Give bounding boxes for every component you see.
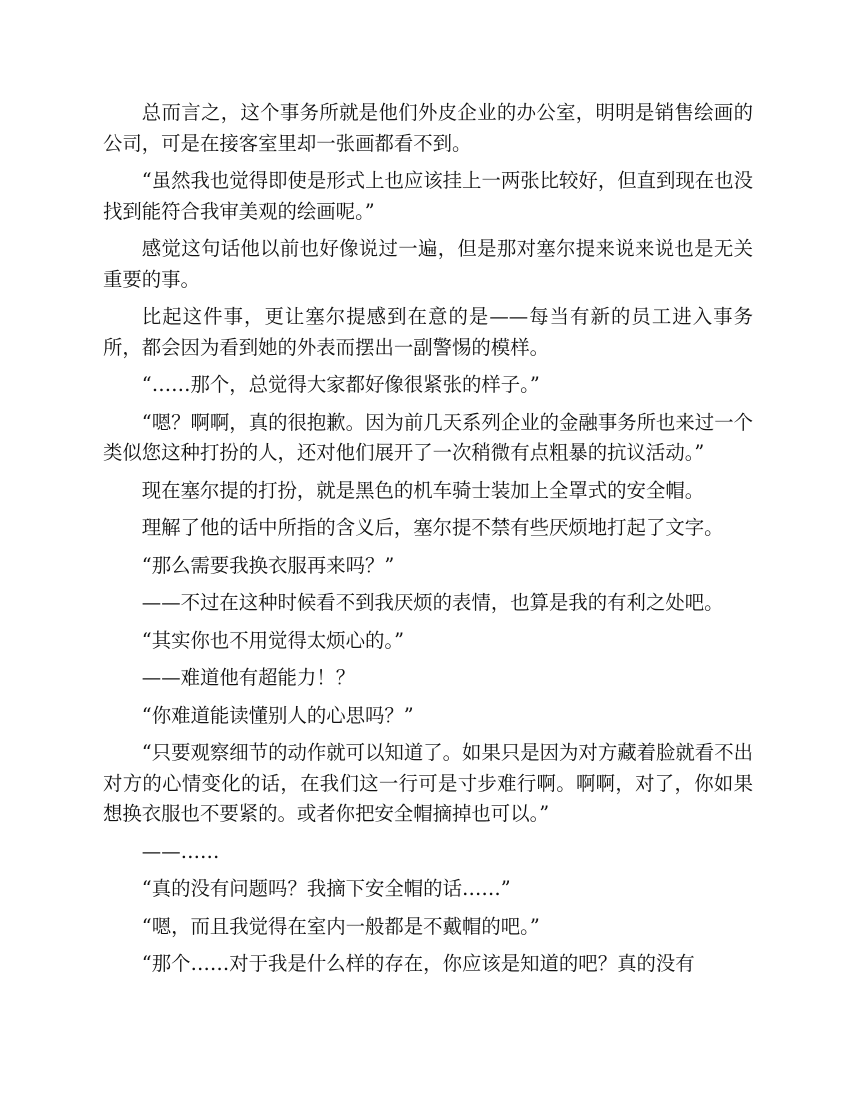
paragraph: 现在塞尔提的打扮，就是黑色的机车骑士装加上全罩式的安全帽。 [141,478,705,502]
paragraph: “真的没有问题吗？我摘下安全帽的话……” [141,877,511,900]
paragraph: 总而言之，这个事务所就是他们外皮企业的办公室，明明是销售绘画的公司，可是在接客室里却一张画都看不到。 [103,101,753,155]
paragraph: 感觉这句话他以前也好像说过一遍，但是那对塞尔提来说来说也是无关重要的事。 [103,237,753,291]
document-page [103,98,753,987]
paragraph: “其实你也不用觉得太烦心的。” [141,628,405,652]
paragraph: “虽然我也觉得即使是形式上也应该挂上一两张比较好，但直到现在也没找到能符合我审美观的绘画呢。” [103,169,753,223]
paragraph: “嗯，而且我觉得在室内一般都是不戴帽的吧。” [141,914,540,938]
paragraph: “只要观察细节的动作就可以知道了。如果只是因为对方藏着脸就看不出对方的心情变化的话，在我们这一行可是寸步难行啊。啊啊，对了，你如果想换衣服也不要紧的。或者你把安全帽摘掉也可以。” [103,741,753,825]
paragraph: “你难道能读懂别人的心思吗？” [141,703,414,727]
paragraph: “嗯？啊啊，真的很抱歉。因为前几天系列企业的金融事务所也来过一个类似您这种打扮的人，还对他们展开了一次稍微有点粗暴的抗议活动。” [103,410,753,464]
paragraph: 比起这件事，更让塞尔提感到在意的是——每当有新的员工进入事务所，都会因为看到她的外表而摆出一副警惕的模样。 [103,305,753,359]
paragraph: “那个……对于我是什么样的存在，你应该是知道的吧？真的没有 [141,952,695,975]
paragraph: ——难道他有超能力！？ [141,666,356,689]
paragraph: “……那个，总觉得大家都好像很紧张的样子。” [141,373,540,396]
paragraph: ——不过在这种时候看不到我厌烦的表情，也算是我的有利之处吧。 [141,591,724,614]
paragraph: “那么需要我换衣服再来吗？” [141,553,395,577]
paragraph: ——…… [141,839,220,863]
paragraph: 理解了他的话中所指的含义后，塞尔提不禁有些厌烦地打起了文字。 [141,516,724,539]
